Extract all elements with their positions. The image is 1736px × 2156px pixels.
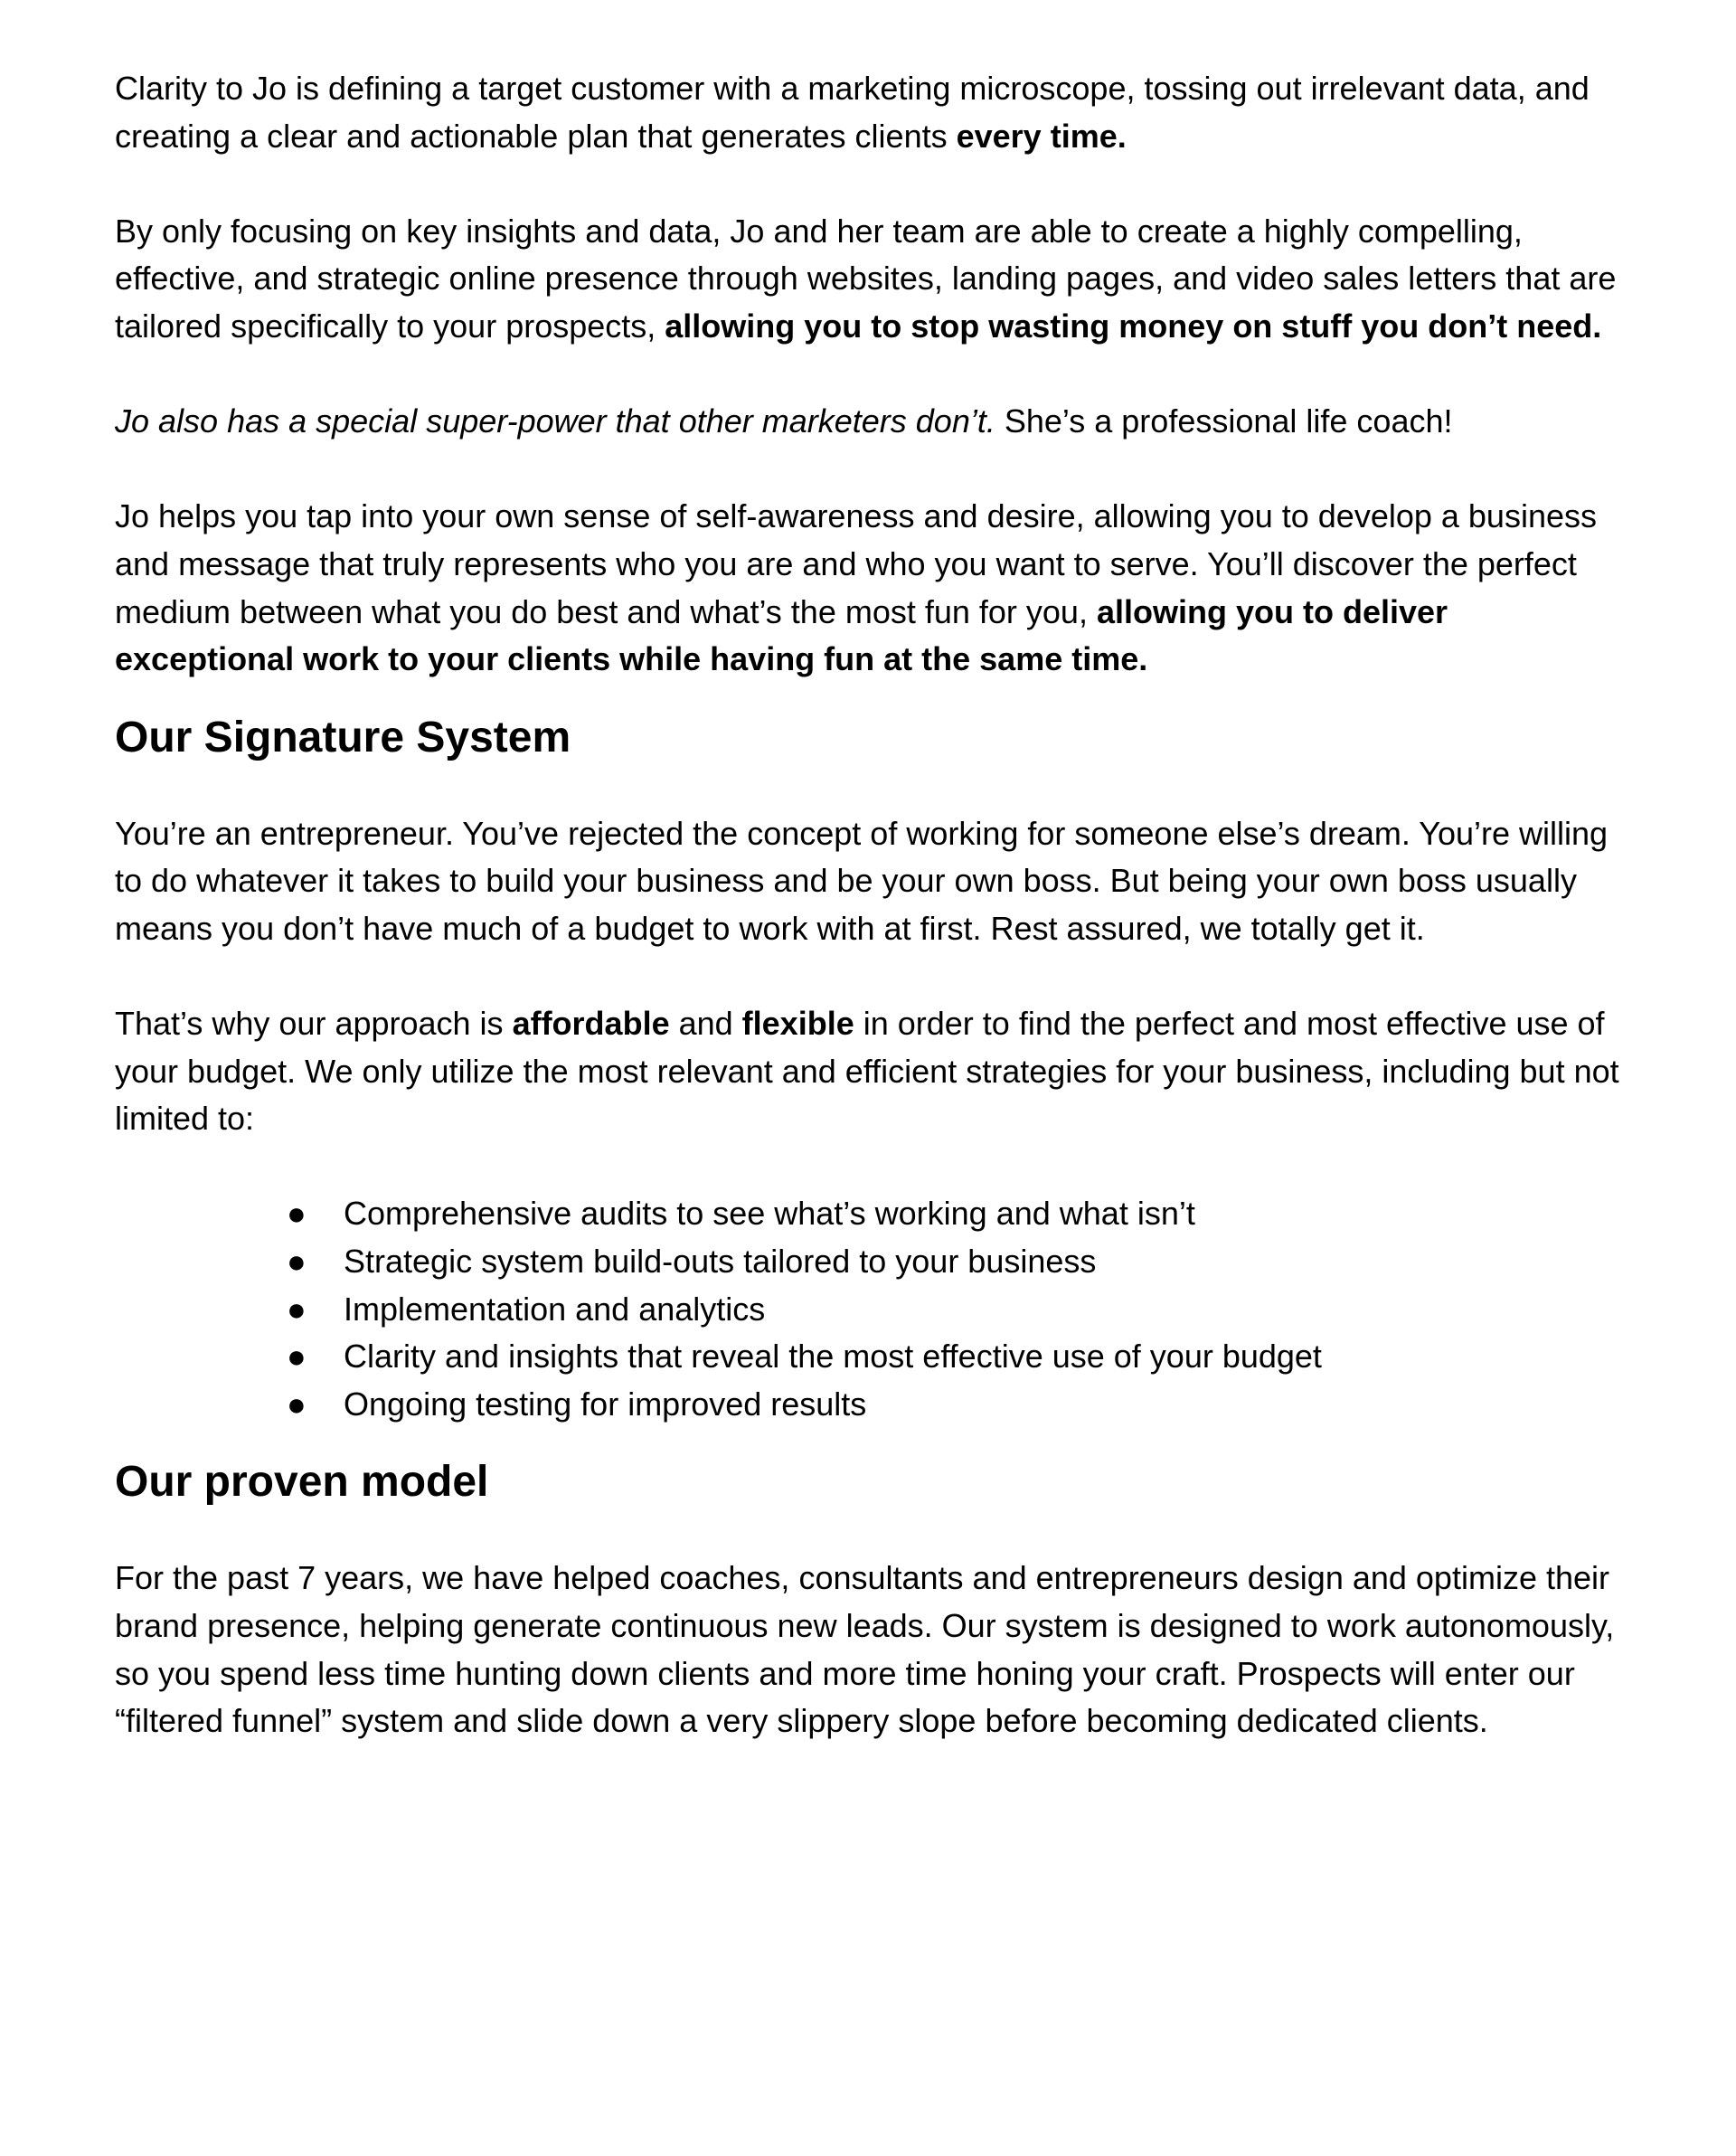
list-item: ● Comprehensive audits to see what’s working and what isn’t bbox=[115, 1190, 1628, 1238]
strategies-list bbox=[115, 1190, 1628, 1428]
list-item: ● Ongoing testing for improved results bbox=[115, 1381, 1628, 1429]
heading-proven-model: Our proven model bbox=[115, 1458, 489, 1507]
emphasis-deliver-work: allowing you to deliver exceptional work to your clients while having fun at the same time. bbox=[115, 592, 1448, 678]
bullet-icon: ● bbox=[287, 1290, 307, 1328]
emphasis-flexible: flexible bbox=[741, 1005, 854, 1043]
bullet-icon: ● bbox=[287, 1195, 307, 1233]
emphasis-superpower: Jo also has a special super-power that other marketers don’t. bbox=[115, 402, 995, 440]
emphasis-every-time: every time. bbox=[956, 117, 1127, 155]
paragraph-entrepreneur: You’re an entrepreneur. You’ve rejected the concept of working for someone else’s dream. You’re willing to do whatever it takes to build your business and be your own boss. But being your own boss usually means you don’t have much of a budget to work with at first. Rest assured, we totally get it. bbox=[115, 814, 1609, 947]
paragraph-proven-model: For the past 7 years, we have helped coaches, consultants and entrepreneurs design and optimize their brand presence, helping generate continuous new leads. Our system is designed to work autonomously, so you spend less time hunting down clients and more time honing your craft. Prospects will enter our “filtered funnel” system and slide down a very slippery slope before becoming dedicated clients. bbox=[115, 1559, 1615, 1740]
heading-signature-system: Our Signature System bbox=[115, 713, 571, 761]
list-item: ● Strategic system build-outs tailored to your business bbox=[115, 1238, 1628, 1286]
paragraph-clarity: Clarity to Jo is defining a target customer with a marketing microscope, tossing out irrelevant data, and creating a clear and actionable plan that generates clients every time. bbox=[115, 70, 1590, 155]
emphasis-stop-wasting: allowing you to stop wasting money on stuff you don’t need. bbox=[665, 307, 1602, 345]
bullet-icon: ● bbox=[287, 1385, 307, 1423]
paragraph-focus: By only focusing on key insights and data, Jo and her team are able to create a highly compelling, effective, and strategic online presence through websites, landing pages, and video sales letters that are tailored specifically to your prospects, allowing you to stop wasting money on stuff you don’t need. bbox=[115, 212, 1617, 345]
paragraph-superpower: Jo also has a special super-power that other marketers don’t. She’s a professional life coach! bbox=[115, 402, 1453, 440]
bullet-icon: ● bbox=[287, 1338, 307, 1376]
bullet-icon: ● bbox=[287, 1243, 307, 1281]
list-item: ● Implementation and analytics bbox=[115, 1286, 1628, 1334]
list-item: ● Clarity and insights that reveal the most effective use of your budget bbox=[115, 1333, 1628, 1381]
paragraph-self-awareness: Jo helps you tap into your own sense of self-awareness and desire, allowing you to develop a business and message that truly represents who you are and who you want to serve. You’ll discover the perfect medium between what you do best and what’s the most fun for you, allowing you to deliver exceptional work to your clients while having fun at the same time. bbox=[115, 497, 1597, 678]
paragraph-approach: That’s why our approach is affordable and flexible in order to find the perfect and most effective use of your budget. We only utilize the most relevant and efficient strategies for your business, including but not limited to: bbox=[115, 1005, 1619, 1138]
emphasis-affordable: affordable bbox=[512, 1005, 670, 1043]
